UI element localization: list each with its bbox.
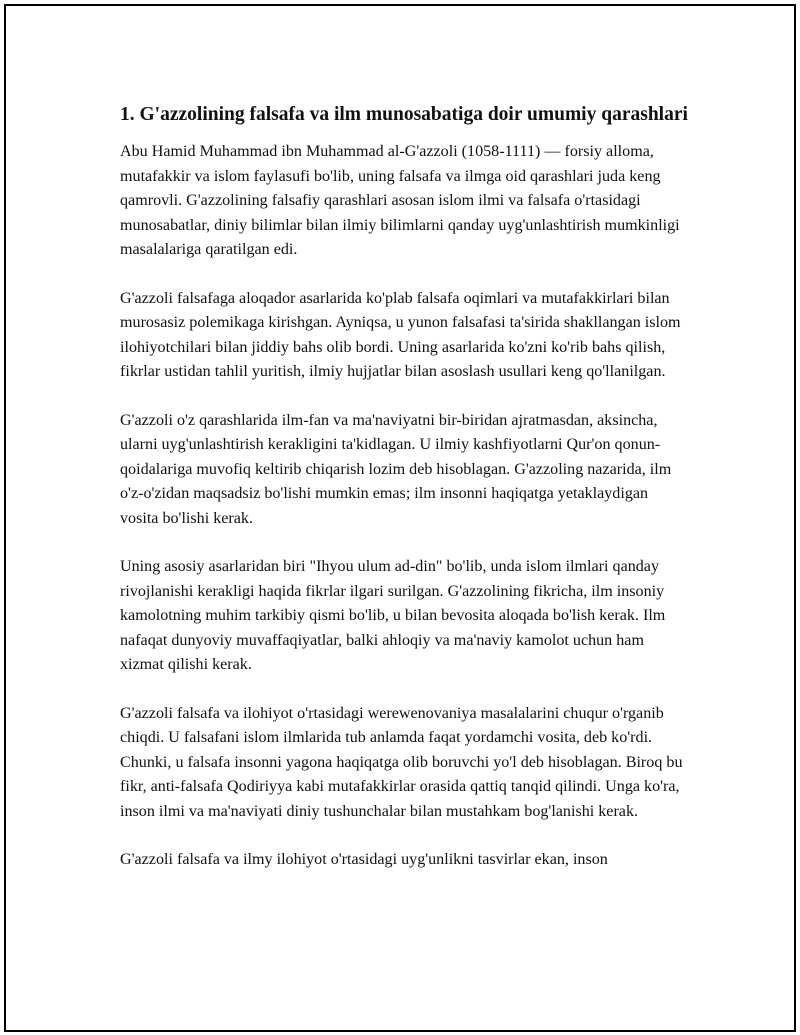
document-body bbox=[120, 102, 690, 897]
paragraph: G'azzoli falsafaga aloqador asarlarida ko'plab falsafa oqimlari va mutafakkirlari bilan murosasiz polemikaga kirishgan. Ayniqsa, u yunon falsafasi ta'sirida shakllangan islom ilohiyotchilari bilan jiddiy bahs olib bordi. Uning asarlarida ko'zni ko'rib bahs qilish, fikrlar ustidan tahlil yuritish, ilmiy hujjatlar bilan asoslash usullari keng qo'llanilgan. bbox=[120, 289, 681, 380]
paragraph: G'azzoli falsafa va ilohiyot o'rtasidagi werewenovaniya masalalarini chuqur o'rganib chiqdi. U falsafani islom ilmlarida tub anlamda faqat yordamchi vosita, deb ko'rdi. Chunki, u falsafa insonni yagona haqiqatga olib boruvchi yo'l deb hisoblagan. Biroq bu fikr, anti-falsafa Qodiriyya kabi mutafakkirlar orasida qattiq tanqid qilindi. Unga ko'ra, inson ilmi va ma'naviyati diniy tushunchalar bilan mustahkam bog'lanishi kerak. bbox=[120, 704, 683, 820]
paragraph: Uning asosiy asarlaridan biri "Ihyou ulum ad-din" bo'lib, unda islom ilmlari qanday rivojlanishi kerakligi haqida fikrlar ilgari surilgan. G'azzolining fikricha, ilm insoniy kamolotning muhim tarkibiy qismi bo'lib, u bilan bevosita aloqada bo'lish kerak. Ilm nafaqat dunyoviy muvaffaqiyatlar, balki ahloqiy va ma'naviy kamolot uchun ham xizmat qilishi kerak. bbox=[120, 558, 666, 673]
section-heading: 1. G'azzolining falsafa va ilm munosabatiga doir umumiy qarashlari bbox=[120, 104, 688, 125]
paragraph: G'azzoli falsafa va ilmy ilohiyot o'rtasidagi uyg'unlikni tasvirlar ekan, inson bbox=[120, 851, 608, 868]
page-frame bbox=[4, 4, 796, 1032]
paragraph: G'azzoli o'z qarashlarida ilm-fan va ma'naviyatni bir-biridan ajratmasdan, aksincha, ularni uyg'unlashtirish kerakligini ta'kidlagan. U ilmiy kashfiyotlarni Qur'on qonun-qoidalariga muvofiq keltirib chiqarish lozim deb hisoblagan. G'azzoling nazarida, ilm o'z-o'zidan maqsadsiz bo'lishi mumkin emas; ilm insonni haqiqatga yetaklaydigan vosita bo'lishi kerak. bbox=[120, 411, 672, 527]
paragraph: Abu Hamid Muhammad ibn Muhammad al-G'azzoli (1058-1111) — forsiy alloma, mutafakkir va islom faylasufi bo'lib, uning falsafa va ilmga oid qarashlari juda keng qamrovli. G'azzolining falsafiy qarashlari asosan islom ilmi va falsafa o'rtasidagi munosabatlar, diniy bilimlar bilan ilmiy bilimlarni qanday uyg'unlashtirish mumkinligi masalalariga qaratilgan edi. bbox=[120, 143, 680, 258]
